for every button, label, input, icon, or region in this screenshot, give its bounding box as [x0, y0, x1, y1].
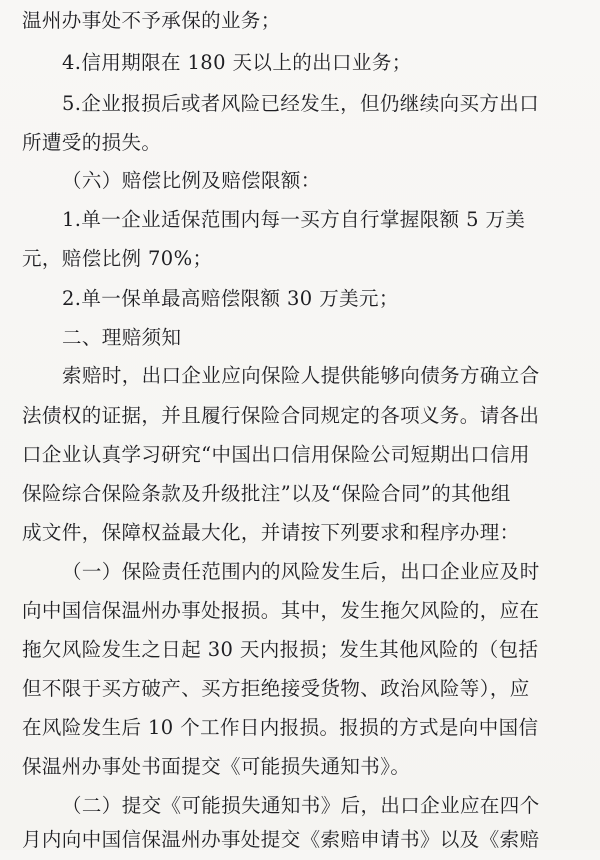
- section-heading: （六）赔偿比例及赔偿限额：: [62, 169, 321, 192]
- text-line: 在风险发生后 10 个工作日内报损。报损的方式是向中国信: [22, 716, 539, 739]
- text-line: （一）保险责任范围内的风险发生后，出口企业应及时: [62, 560, 540, 583]
- text-line: 拖欠风险发生之日起 30 天内报损；发生其他风险的（包括: [22, 638, 539, 661]
- text-line: 成文件，保障权益最大化，并请按下列要求和程序办理：: [22, 521, 520, 544]
- text-line: 月内向中国信保温州办事处提交《索赔申请书》以及《索赔: [22, 828, 540, 851]
- text-line: 所遭受的损失。: [22, 131, 162, 154]
- text-line: 向中国信保温州办事处报损。其中，发生拖欠风险的，应在: [22, 599, 540, 622]
- text-line: 5.企业报损后或者风险已经发生，但仍继续向买方出口: [62, 92, 540, 115]
- text-line: 法债权的证据，并且履行保险合同规定的各项义务。请各出: [22, 404, 540, 427]
- text-line: 索赔时，出口企业应向保险人提供能够向债务方确立合: [62, 364, 540, 387]
- text-line: （二）提交《可能损失通知书》后，出口企业应在四个: [62, 794, 540, 817]
- text-line: 温州办事处不予承保的业务；: [22, 9, 281, 32]
- text-line: 保险综合保险条款及升级批注”以及“保险合同”的其他组: [22, 482, 511, 505]
- text-line: 2.单一保单最高赔偿限额 30 万美元；: [62, 287, 399, 310]
- text-line: 但不限于买方破产、买方拒绝接受货物、政治风险等），应: [22, 677, 530, 700]
- text-line: 1.单一企业适保范围内每一买方自行掌握限额 5 万美: [62, 208, 526, 231]
- text-line: 4.信用期限在 180 天以上的出口业务；: [62, 51, 412, 74]
- text-line: 元，赔偿比例 70%；: [22, 247, 213, 270]
- section-heading: 二、理赔须知: [62, 326, 182, 349]
- text-line: 口企业认真学习研究“中国出口信用保险公司短期出口信用: [22, 443, 530, 466]
- text-line: 保温州办事处书面提交《可能损失通知书》。: [22, 755, 411, 778]
